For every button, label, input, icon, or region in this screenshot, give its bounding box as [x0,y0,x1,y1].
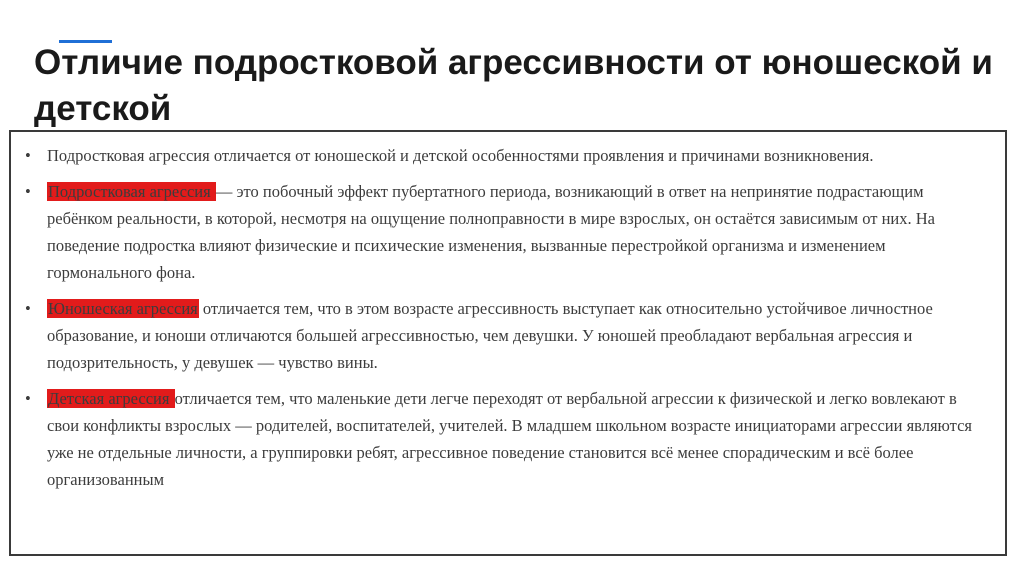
highlighted-term: Детская агрессия [48,389,174,408]
highlighted-term: Юношеская агрессия [48,299,198,318]
bullet-dot-icon: • [25,182,31,201]
bullet-dot-icon: • [25,146,31,165]
bullet-item-teen-aggression [21,178,983,286]
bullet-item-youth-aggression [21,295,983,376]
bullet-dot-icon: • [25,389,31,408]
highlighted-term: Подростковая агрессия [48,182,215,201]
bullet-text: отличается тем, что в этом возрасте агрессивность выступает как относительно устойчивое личностное образование, и юноши отличаются большей агрессивностью, чем девушки. У юношей преобладают вербальная агрессия и подозрительность, у девушек — чувство вины. [47,299,933,372]
content-box [9,130,1007,556]
bullet-list [21,142,983,502]
bullet-dot-icon: • [25,299,31,318]
bullet-item-child-aggression [21,385,983,493]
bullet-text: — это побочный эффект пубертатного периода, возникающий в ответ на непринятие подрастающим ребёнком реальности, в которой, несмотря на ощущение полноправности в мире взрослых, он остаётся зависимым от них. На поведение подростка влияют физические и психические изменения, вызванные перестройкой организма и изменением гормонального фона. [47,182,935,282]
bullet-item-intro [21,142,983,169]
bullet-text: отличается тем, что маленькие дети легче переходят от вербальной агрессии к физической и легко вовлекают в свои конфликты взрослых — родителей, воспитателей, учителей. В младшем школьном возрасте инициаторами агрессии являются уже не отдельные личности, а группировки ребят, агрессивное поведение становится всё менее спорадическим и всё более организованным [47,389,972,489]
bullet-text: Подростковая агрессия отличается от юношеской и детской особенностями проявления и причинами возникновения. [47,146,874,165]
slide-title: Отличие подростковой агрессивности от юношеской и детской [34,43,993,128]
